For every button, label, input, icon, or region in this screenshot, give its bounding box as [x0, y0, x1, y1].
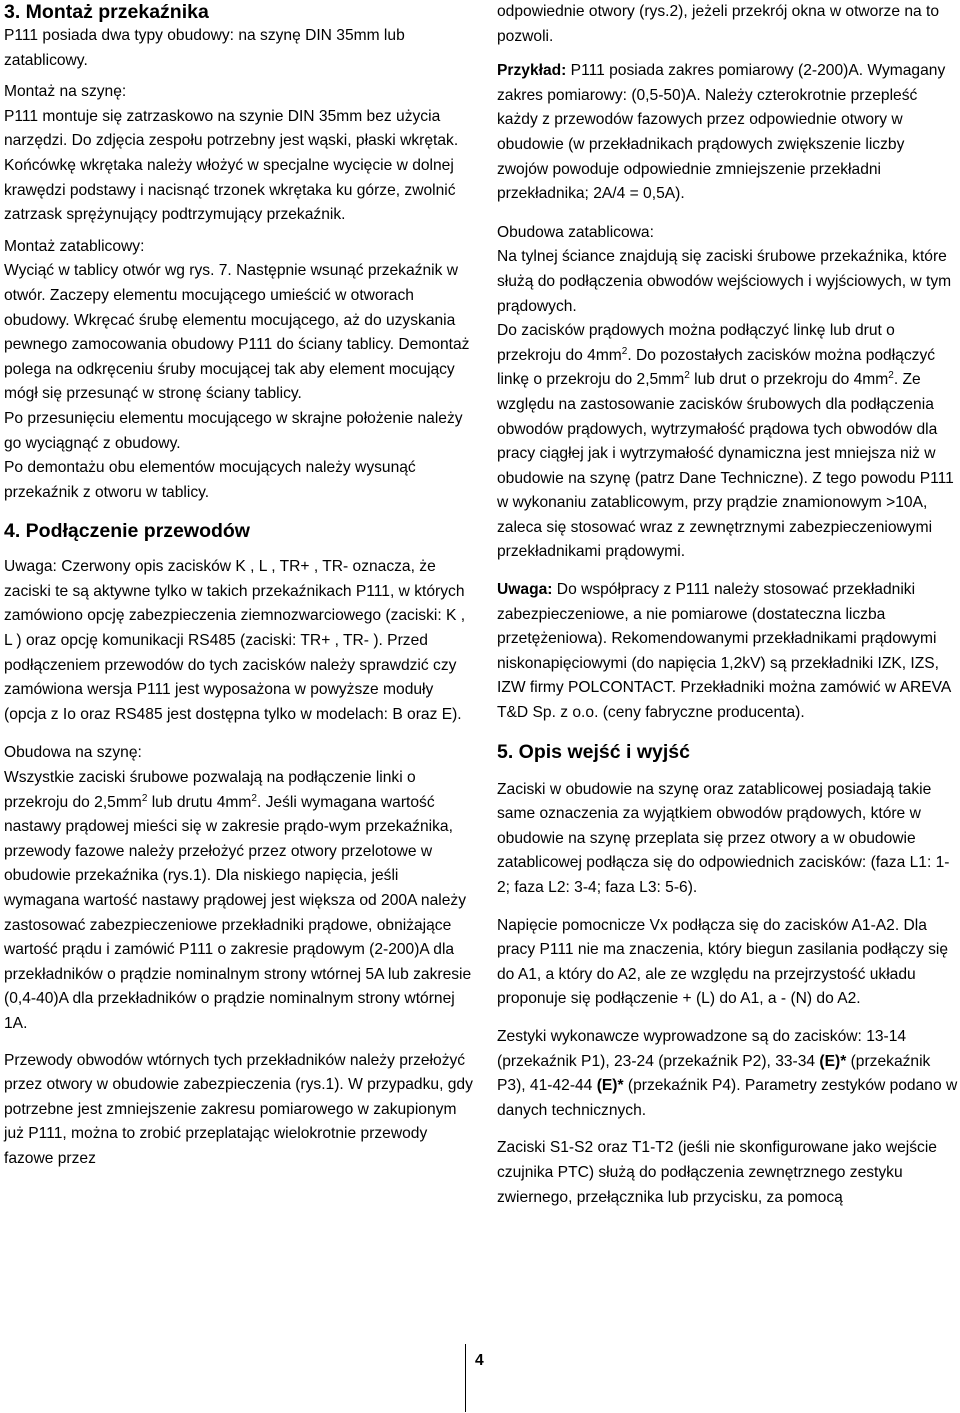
panel-mount-subheading: Montaż zatablicowy:	[4, 237, 145, 255]
output-contacts-paragraph: Zestyki wykonawcze wyprowadzone są do zacisków: 13-14 (przekaźnik P1), 23-24 (przekaźnik P2), 33-34 (E)* (przekaźnik P3), 41-42-44 (E)* (przekaźnik P4). Parametry zestyków podano w danych technicznych.	[497, 1027, 958, 1119]
section-3-heading: 3. Montaż przekaźnika	[4, 1, 209, 23]
section-4-heading: 4. Podłączenie przewodów	[4, 520, 250, 543]
panel-mount-paragraph-2: Po przesunięciu elementu mocującego w skrajne położenie należy go wyciągnąć z obudowy.	[4, 409, 463, 452]
din-mount-subheading: Montaż na szynę:	[4, 83, 127, 101]
continued-paragraph: odpowiednie otwory (rys.2), jeżeli przekrój okna w otworze na to pozwoli.	[497, 3, 940, 45]
wiring-note-paragraph: Uwaga: Czerwony opis zacisków K , L , TR+ , TR- oznacza, że zaciski te są aktywne tylko w takich przekaźnikach P111, w których zamówiono opcję zabezpieczenia ziemnozwarciowego (zaciski: K , L ) oraz opcję komunikacji RS485 (zaciski: TR+ , TR- ). Przed podłączeniem przewodów do tych zacisków należy sprawdzić czy zamówiona wersja P111 jest wyposażona w powyższe moduły (opcja z Io oraz RS485 jest dostępna tylko w modelach: B oraz E).	[4, 558, 466, 723]
secondary-wires-paragraph: Przewody obwodów wtórnych tych przekładników należy przełożyć przez otwory w obudowie zabezpieczenia (rys.1). W przypadku, gdy potrzebne jest zmniejszenie zakresu pomiarowego w zakupionym już P111, można to zrobić przeplatając wielokrotnie przewody fazowe przez	[4, 1051, 473, 1167]
transformer-note-paragraph: Uwaga: Do współpracy z P111 należy stosować przekładniki zabezpieczeniowe, a nie pomiarowe (dostateczna liczba przetężeniowa). Rekomendowanymi przekładnikami prądowymi niskonapięciowymi (do napięcia 1,2kV) są przekładniki IZK, IZS, IZW firmy POLCONTACT. Przekładniki można zamówić w AREVA T&D Sp. z o.o. (ceny fabryczne producenta).	[497, 581, 951, 722]
panel-mount-paragraph-3: Po demontażu obu elementów mocujących należy wysunąć przekaźnik z otworu w tablicy.	[4, 459, 416, 501]
panel-mount-paragraph: Wyciąć w tablicy otwór wg rys. 7. Następnie wsunąć przekaźnik w otwór. Zaczepy elementu mocującego umieścić w otworach obudowy. Wkręcać śrubę elementu mocującego, aż do uzyskania pewnego zamocowania obudowy P111 do ściany tablicy. Demontaż polega na odkręceniu śruby mocującej tak aby element mocujący mógł się przesunąć w stronę ściany tablicy.	[4, 262, 470, 403]
inputs-paragraph: Zaciski S1-S2 oraz T1-T2 (jeśli nie skonfigurowane jako wejście czujnika PTC) służą do podłączenia zewnętrznego zestyku zwiernego, przełącznika lub przycisku, za pomocą	[497, 1139, 937, 1206]
right-column	[497, 0, 959, 1210]
housing-types-paragraph: P111 posiada dwa typy obudowy: na szynę DIN 35mm lub zatablicowy.	[4, 27, 405, 69]
section-5-heading: 5. Opis wejść i wyjść	[497, 740, 690, 763]
aux-voltage-paragraph: Napięcie pomocnicze Vx podłącza się do zacisków A1-A2. Dla pracy P111 nie ma znaczenia, który biegun zasilania podłączy się do A1, a który do A2, ale ze względu na przejrzystość układu proponuje się podłączenie + (L) do A1, a - (N) do A2.	[497, 916, 949, 1008]
panel-housing-paragraph-2: Do zacisków prądowych można podłączyć linkę lub drut o przekroju do $4mm^2$. Do pozostałych zacisków można podłączyć linkę o przekroju do $2,5mm^2$ lub drut o przekroju do $4mm^2$. Ze względu na zastosowanie zacisków śrubowych dla podłączenia obwodów prądowych, wytrzymałość prądowa tych obwodów dla pracy ciągłej jak i wytrzymałość dynamiczna jest mniejsza niż w obudowie na szynę (patrz Dane Techniczne). Z tego powodu P111 w wykonaniu zatablicowym, przy prądzie znamionowym >10A, zaleca się stosować wraz z zewnętrznymi zabezpieczeniowymi przekładnikami prądowymi.	[497, 322, 954, 561]
panel-housing-subheading: Obudowa zatablicowa:	[497, 223, 654, 241]
page-number: 4	[475, 1352, 484, 1369]
din-housing-paragraph: Wszystkie zaciski śrubowe pozwalają na podłączenie linki o przekroju do $2,5mm^2$ lub drutu $4mm^2$. Jeśli wymagana wartość nastawy prądowej mieści się w zakresie prądo-wym przekaźnika, przewody fazowe należy przełożyć przez otwory przelotowe w obudowie przekaźnika (rys.1). Dla niskiego napięcia, jeśli wymagana wartość nastawy prądowej jest większa od 200A należy zastosować zabezpieczeniowe przekładniki prądowe, obniżające wartość prądu i zamówić P111 o zakresie prądowym (2-200)A dla przekładników o prądzie nominalnym strony wtórnej 5A lub zakresie (0,4-40)A dla przekładników o prądzie nominalnym strony wtórnej 1A.	[4, 769, 472, 1032]
panel-housing-paragraph: Na tylnej ściance znajdują się zaciski śrubowe przekaźnika, które służą do podłączenia obwodów wejściowych i wyjściowych, w tym prądowych.	[497, 248, 952, 315]
left-column	[4, 0, 474, 1172]
terminals-paragraph: Zaciski w obudowie na szynę oraz zatablicowej posiadają takie same oznaczenia za wyjątkiem obwodów prądowych, które w obudowie na szynę przeplata się przez otwory a w obudowie zatablicowej podłącza się do odpowiednich zacisków: (faza L1: 1-2; faza L2: 3-4; faza L3: 5-6).	[497, 780, 950, 896]
din-mount-paragraph: P111 montuje się zatrzaskowo na szynie DIN 35mm bez użycia narzędzi. Do zdjęcia zespołu potrzebny jest wąski, płaski wkrętak. Końcówkę wkrętaka należy włożyć w specjalne wycięcie w dolnej krawędzi podstawy i nacisnąć trzonek wkrętaka ku górze, zwolnić zatrzask sprężynujący podtrzymujący przekaźnik.	[4, 107, 459, 224]
din-housing-subheading: Obudowa na szynę:	[4, 744, 142, 762]
footer-divider	[465, 1344, 466, 1412]
example-paragraph: Przykład: P111 posiada zakres pomiarowy (2-200)A. Wymagany zakres pomiarowy: (0,5-50)A. Należy czterokrotnie przepleść każdy z przewodów fazowych przez odpowiednie otwory w obudowie (w przekładnikach prądowych zwiększenie liczby zwojów powoduje odpowiednie zmniejszenie przekładni przekładnika; 2A/4 = 0,5A).	[497, 62, 946, 203]
